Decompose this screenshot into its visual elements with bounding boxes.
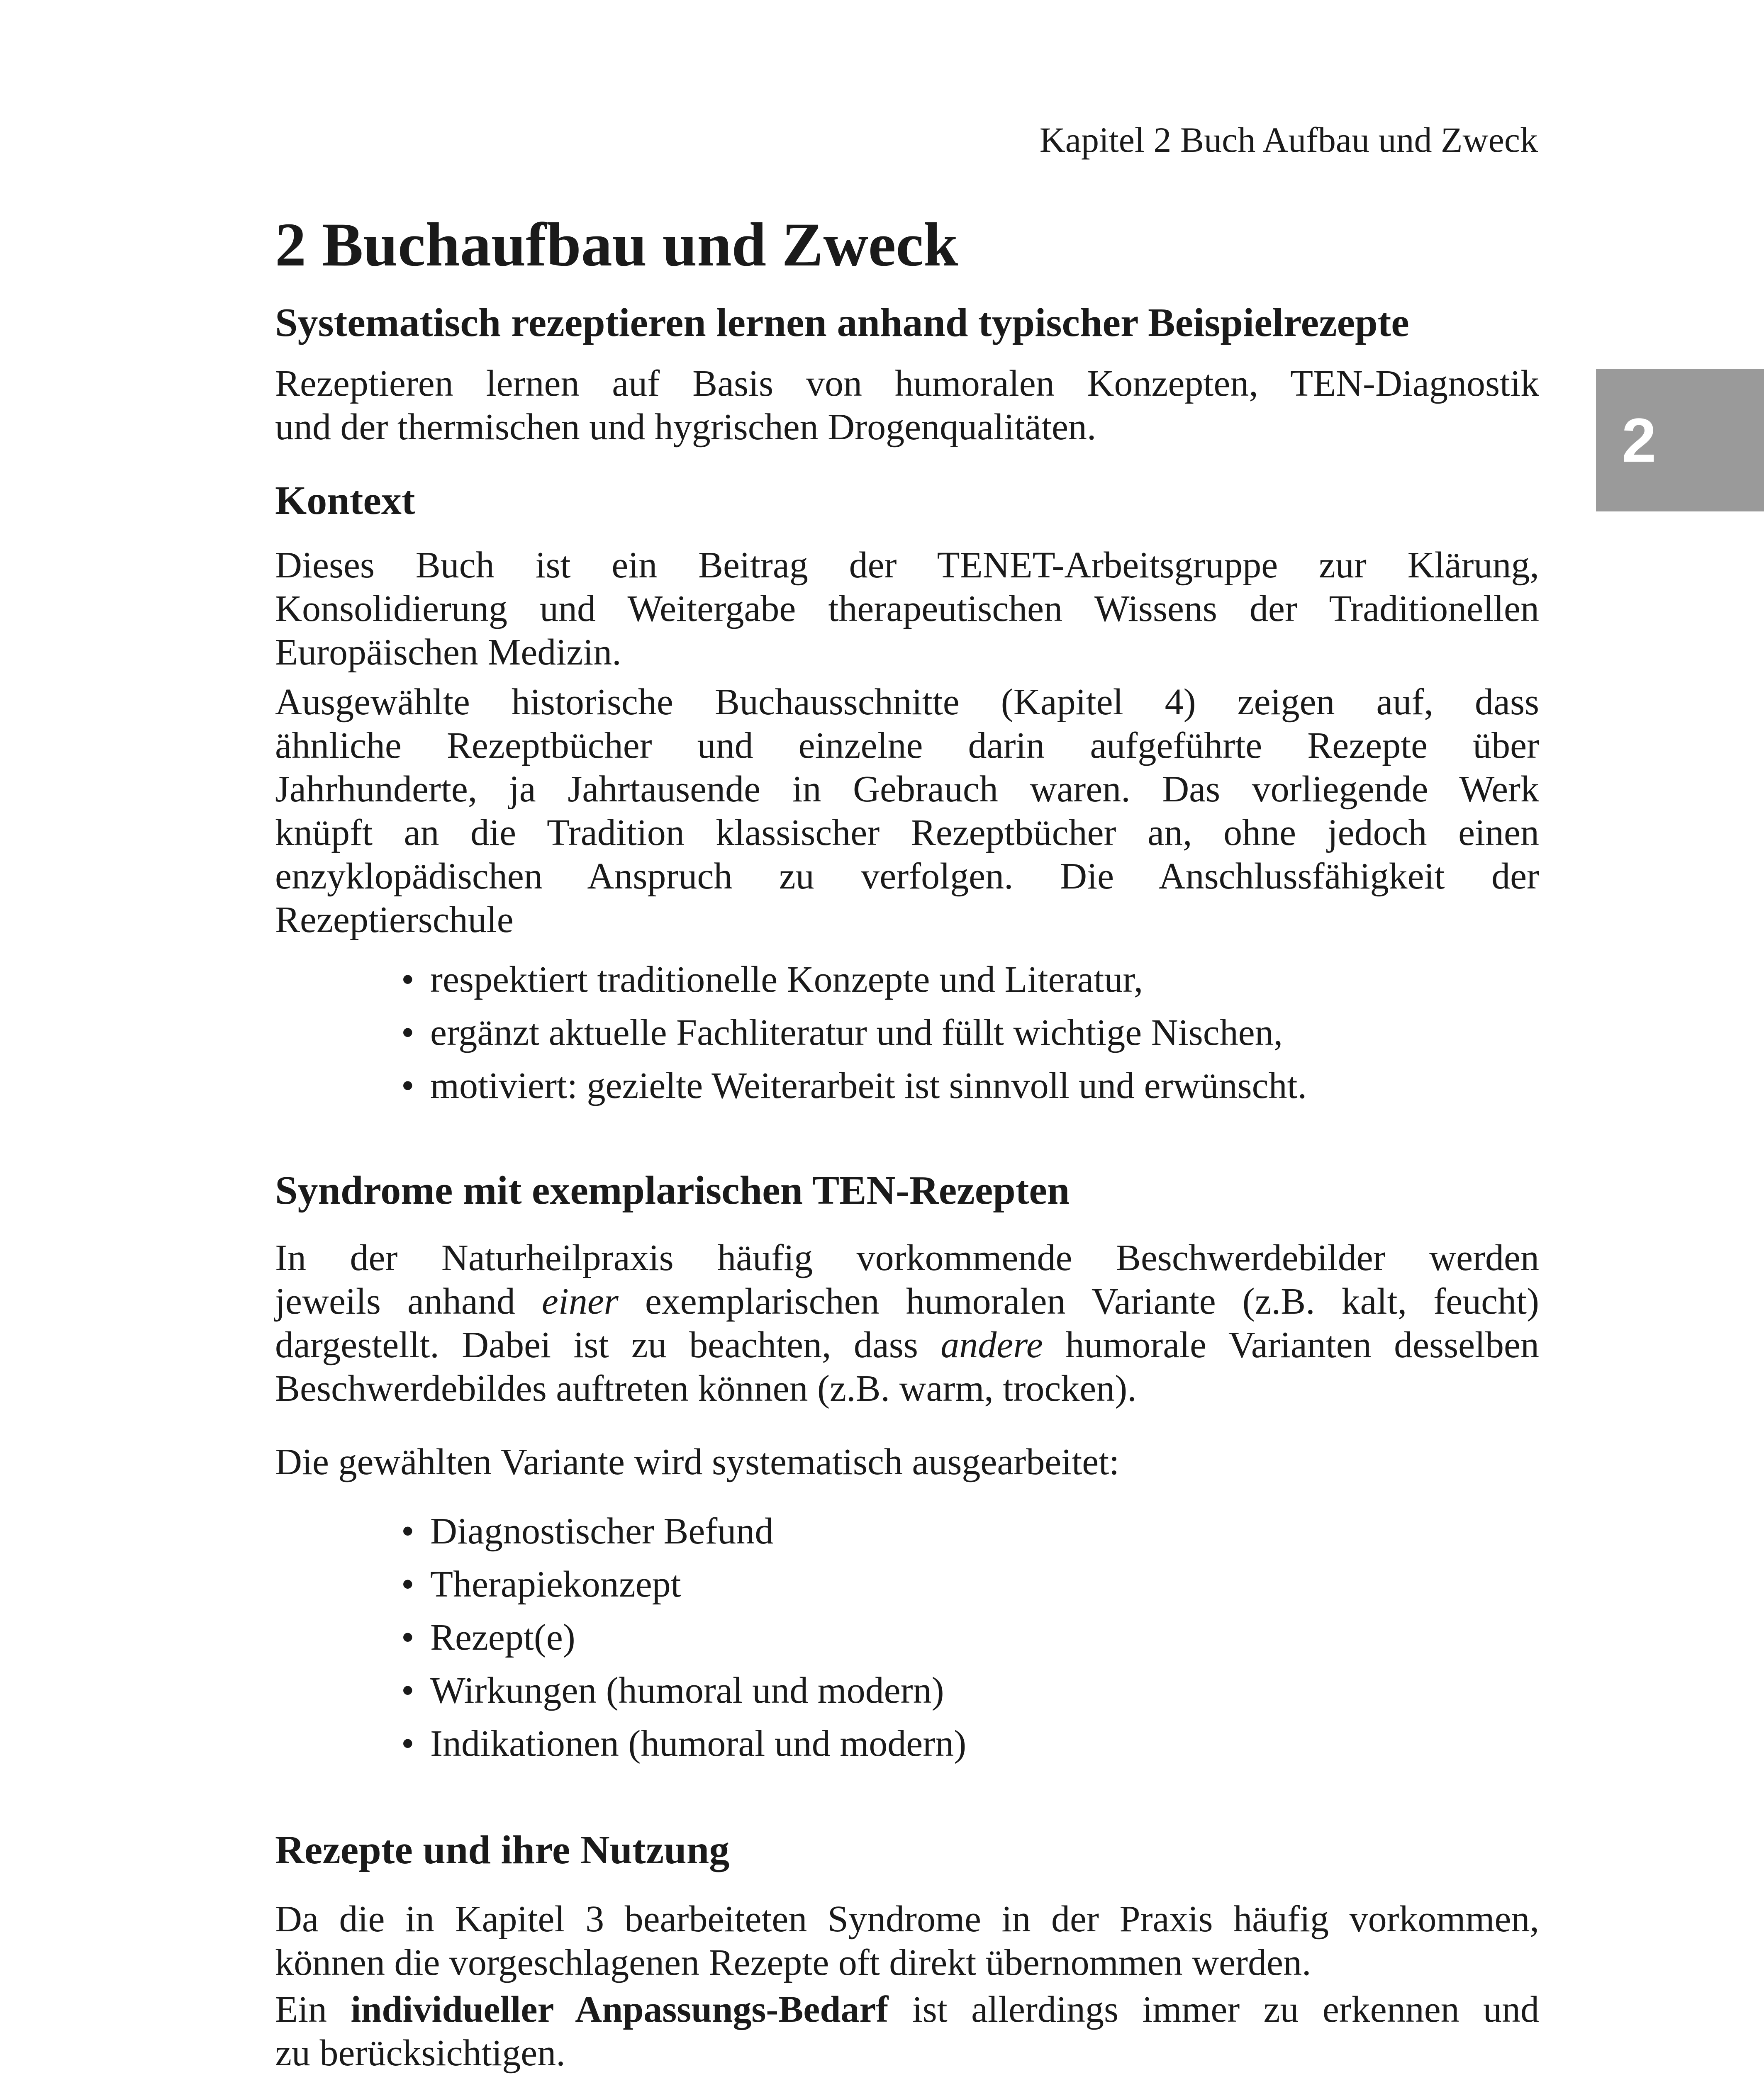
kontext-bullet-list [401, 953, 1307, 1112]
list-item: • Rezept(e) [401, 1611, 966, 1664]
text-line: Da die in Kapitel 3 bearbeiteten Syndrome in der Praxis häufig vorkommen, [275, 1899, 1539, 1940]
syndrome-bullet-list [401, 1505, 966, 1770]
emphasis-text: andere [940, 1324, 1043, 1366]
list-item: • Therapiekonzept [401, 1558, 966, 1611]
text-line: enzyklopädischen Anspruch zu verfolgen. Die Anschlussfähigkeit der [275, 856, 1539, 897]
kontext-heading: Kontext [275, 478, 415, 523]
kontext-paragraph-1 [275, 543, 1539, 674]
text-line: jeweils anhand einer exemplarischen humoralen Variante (z.B. kalt, feucht) [275, 1281, 1539, 1322]
text-line: ähnliche Rezeptbücher und einzelne darin aufgeführte Rezepte über [275, 725, 1539, 766]
bullet-icon: • [401, 1012, 414, 1053]
bullet-icon: • [401, 1511, 414, 1552]
syndrome-paragraph-2: Die gewählten Variante wird systematisch ausgearbeitet: [275, 1441, 1120, 1482]
text-line: In der Naturheilpraxis häufig vorkommende Beschwerdebilder werden [275, 1237, 1539, 1278]
list-item: • respektiert traditionelle Konzepte und Literatur, [401, 953, 1307, 1006]
intro-paragraph [275, 362, 1539, 449]
text-line: Ein individueller Anpassungs-Bedarf ist allerdings immer zu erkennen und [275, 1989, 1540, 2030]
bullet-icon: • [401, 1617, 414, 1658]
text-line: Konsolidierung und Weitergabe therapeutischen Wissens der Traditionellen [275, 588, 1539, 629]
chapter-subtitle: Systematisch rezeptieren lernen anhand typischer Beispielrezepte [275, 300, 1409, 345]
syndrome-paragraph [275, 1236, 1539, 1410]
emphasis-text: einer [541, 1281, 619, 1322]
rezepte-paragraph-1 [275, 1897, 1539, 1984]
list-item: • Diagnostischer Befund [401, 1505, 966, 1558]
text-line: Dieses Buch ist ein Beitrag der TENET-Arbeitsgruppe zur Klärung, [275, 545, 1539, 586]
bullet-icon: • [401, 1723, 414, 1764]
rezepte-paragraph-2 [275, 1988, 1539, 2074]
text-line: und der thermischen und hygrischen Drogenqualitäten. [275, 407, 1096, 448]
text-line: Rezeptierschule [275, 899, 514, 940]
syndrome-heading: Syndrome mit exemplarischen TEN-Rezepten [275, 1168, 1070, 1213]
rezepte-heading: Rezepte und ihre Nutzung [275, 1828, 730, 1872]
text-line: zu berücksichtigen. [275, 2033, 565, 2074]
text-line: Rezeptieren lernen auf Basis von humoralen Konzepten, TEN-Diagnostik [275, 363, 1539, 404]
list-item: • motiviert: gezielte Weiterarbeit ist sinnvoll und erwünscht. [401, 1059, 1307, 1112]
bullet-icon: • [401, 1564, 414, 1605]
list-item: • ergänzt aktuelle Fachliteratur und füllt wichtige Nischen, [401, 1006, 1307, 1059]
text-line: können die vorgeschlagenen Rezepte oft direkt übernommen werden. [275, 1942, 1311, 1983]
chapter-tab: 2 [1596, 369, 1764, 511]
bullet-icon: • [401, 1670, 414, 1711]
list-item: • Wirkungen (humoral und modern) [401, 1664, 966, 1717]
text-line: Jahrhunderte, ja Jahrtausende in Gebrauch waren. Das vorliegende Werk [275, 769, 1539, 810]
text-line: dargestellt. Dabei ist zu beachten, dass andere humorale Varianten desselben [275, 1324, 1540, 1366]
running-head: Kapitel 2 Buch Aufbau und Zweck [1039, 120, 1538, 160]
text-line: knüpft an die Tradition klassischer Rezeptbücher an, ohne jedoch einen [275, 812, 1539, 853]
chapter-title: 2 Buchaufbau und Zweck [275, 210, 958, 279]
text-line: Beschwerdebildes auftreten können (z.B. warm, trocken). [275, 1368, 1137, 1409]
kontext-paragraph-2 [275, 680, 1539, 942]
text-line: Europäischen Medizin. [275, 632, 621, 673]
bullet-icon: • [401, 1065, 414, 1106]
list-item: • Indikationen (humoral und modern) [401, 1717, 966, 1770]
text-line: Ausgewählte historische Buchausschnitte (Kapitel 4) zeigen auf, dass [275, 682, 1539, 723]
emphasis-text: individueller Anpassungs-Bedarf [351, 1989, 889, 2030]
bullet-icon: • [401, 959, 414, 1000]
